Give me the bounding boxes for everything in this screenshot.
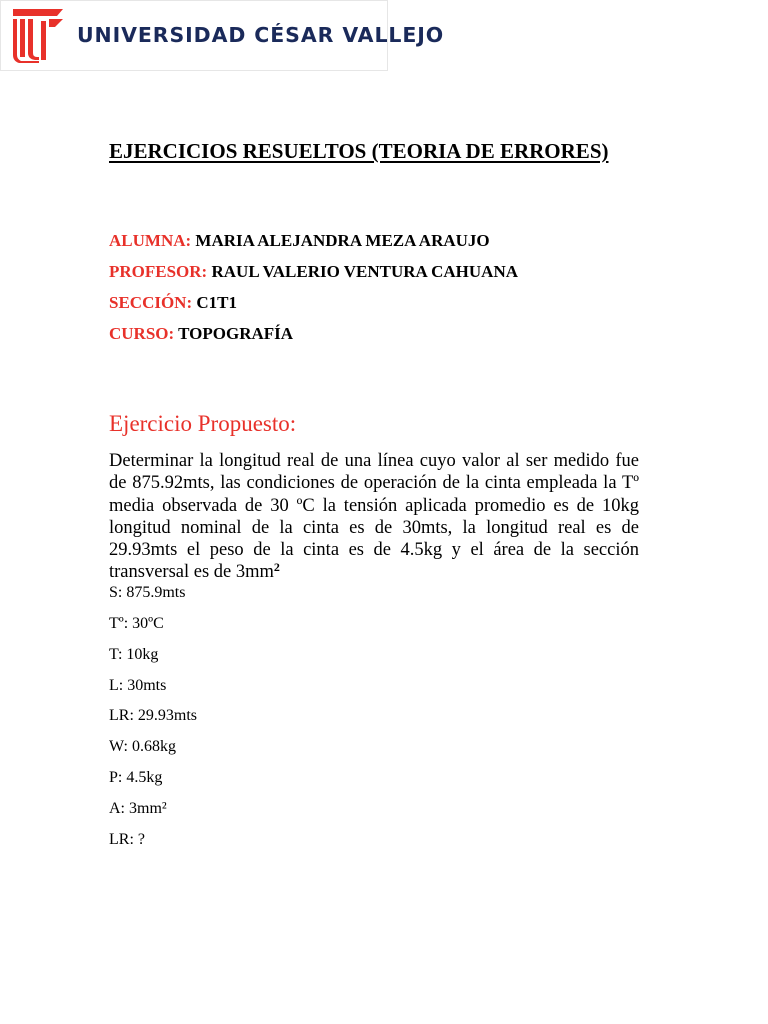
section-label: SECCIÓN:	[109, 293, 193, 312]
teacher-line	[109, 262, 518, 282]
ucv-logo-icon	[11, 7, 65, 63]
teacher-label: PROFESOR:	[109, 262, 208, 281]
student-line	[109, 231, 490, 251]
document-title: EJERCICIOS RESUELTOS (TEORIA DE ERRORES)	[109, 139, 609, 163]
exercise-statement	[109, 450, 639, 584]
data-item: L: 30mts	[109, 677, 167, 694]
university-header	[0, 0, 445, 71]
data-item: A: 3mm²	[109, 800, 167, 817]
exercise-heading: Ejercicio Propuesto:	[109, 411, 297, 436]
student-value: MARIA ALEJANDRA MEZA ARAUJO	[195, 231, 490, 250]
data-item: Tº: 30ºC	[109, 615, 164, 632]
data-item: P: 4.5kg	[109, 769, 163, 786]
statement-text: Determinar la longitud real de una línea cuyo valor al ser medido fue de 875.92mts, las condiciones de operación de la cinta empleada la Tº media observada de 30 ºC la tensión aplicada promedio es de 10kg longitud nominal de la cinta es de 30mts, la longitud real es de 29.93mts el peso de la cinta es de 4.5kg y el área de la sección transversal es de 3mm	[109, 451, 639, 583]
course-value: TOPOGRAFÍA	[178, 324, 294, 343]
statement-superscript: 2	[273, 560, 280, 575]
data-item: LR: 29.93mts	[109, 707, 198, 724]
section-value: C1T1	[196, 293, 237, 312]
teacher-value: RAUL VALERIO VENTURA CAHUANA	[211, 262, 519, 281]
university-name: UNIVERSIDAD CÉSAR VALLEJO	[77, 23, 445, 47]
course-line	[109, 324, 293, 344]
student-label: ALUMNA:	[109, 231, 192, 250]
data-item: S: 875.9mts	[109, 584, 186, 601]
data-item: LR: ?	[109, 831, 145, 848]
course-label: CURSO:	[109, 324, 175, 343]
section-line	[109, 293, 237, 313]
data-item: W: 0.68kg	[109, 738, 176, 755]
data-item: T: 10kg	[109, 646, 159, 663]
